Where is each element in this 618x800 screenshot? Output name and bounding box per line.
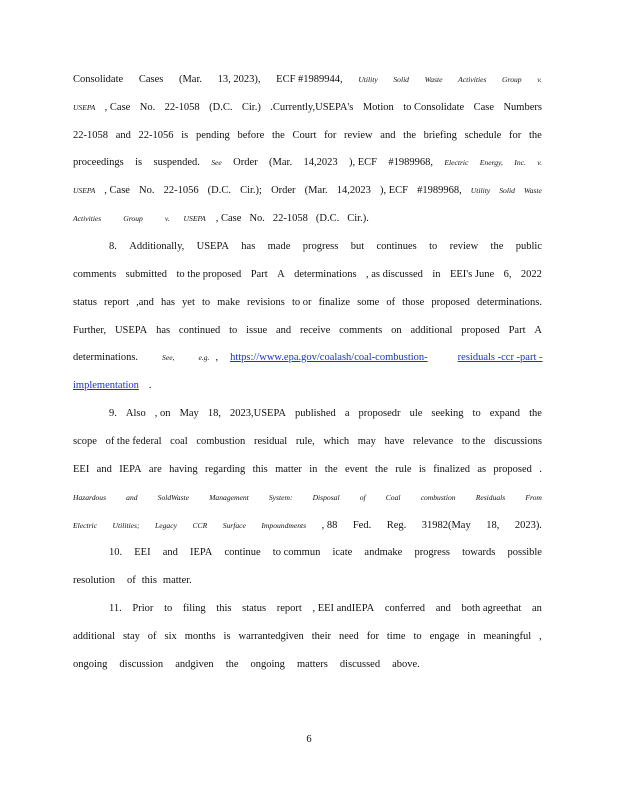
rule-title-word: SoldWaste bbox=[157, 493, 190, 502]
p11-line-2 bbox=[73, 630, 542, 643]
word: ongoing bbox=[250, 659, 285, 670]
word: Part bbox=[250, 269, 268, 280]
word: proposed bbox=[461, 325, 500, 336]
word: and bbox=[96, 464, 112, 475]
word: Fed. bbox=[352, 520, 372, 531]
word: finalized bbox=[433, 464, 470, 475]
word: is bbox=[223, 631, 231, 642]
word: is bbox=[181, 130, 189, 141]
word: (Mar. bbox=[304, 185, 328, 196]
word: Cir.); bbox=[240, 185, 262, 196]
word: the bbox=[271, 130, 285, 141]
p8-line-6 bbox=[73, 379, 542, 392]
p9-line-5 bbox=[73, 519, 542, 532]
word: , Case bbox=[104, 185, 130, 196]
word: , bbox=[215, 352, 219, 363]
word: published bbox=[294, 408, 336, 419]
rule-title-word: combustion bbox=[420, 493, 456, 502]
word: issue bbox=[246, 325, 268, 336]
word: 13, 2023), bbox=[217, 74, 261, 85]
word: to Consolidate bbox=[403, 102, 465, 113]
case-name-word: Solid bbox=[499, 186, 515, 195]
word: progress bbox=[414, 547, 451, 558]
word: warrantedgiven bbox=[238, 631, 304, 642]
word: time bbox=[386, 631, 406, 642]
case-name-word: USEPA bbox=[73, 103, 96, 112]
word: rule bbox=[395, 464, 412, 475]
p7-line-5 bbox=[73, 184, 542, 197]
word: 22-1058 bbox=[164, 102, 200, 113]
word: 22-1056 bbox=[138, 130, 174, 141]
word: (D.C. bbox=[315, 213, 340, 224]
word: (D.C. bbox=[209, 102, 233, 113]
word: 2023). bbox=[514, 520, 542, 531]
word: EEI bbox=[73, 464, 90, 475]
word: briefing bbox=[423, 130, 457, 141]
case-name-word: v. bbox=[537, 158, 542, 167]
word: the bbox=[225, 659, 239, 670]
word: months bbox=[184, 631, 216, 642]
word: stay bbox=[122, 631, 140, 642]
word: of bbox=[147, 631, 157, 642]
rule-title-word: Coal bbox=[385, 493, 401, 502]
word: , EEI andIEPA bbox=[312, 603, 375, 614]
p8-line-5 bbox=[73, 351, 542, 364]
word: is bbox=[418, 464, 426, 475]
word: report bbox=[103, 297, 130, 308]
word: matter bbox=[275, 464, 302, 475]
word: #1989968, bbox=[417, 185, 462, 196]
word: #1989968, bbox=[388, 157, 433, 168]
word: have bbox=[384, 436, 405, 447]
word: for bbox=[366, 631, 379, 642]
word: combustion bbox=[196, 436, 246, 447]
word: the bbox=[403, 130, 416, 141]
word: No. bbox=[249, 213, 265, 224]
word: the bbox=[529, 408, 542, 419]
case-name-word: USEPA bbox=[183, 214, 206, 223]
word: proceedings bbox=[73, 157, 124, 168]
word: is bbox=[135, 157, 143, 168]
word: 6, bbox=[503, 269, 512, 280]
epa-ccr-link-cont[interactable]: residuals -ccr -part - bbox=[457, 352, 543, 363]
word: in bbox=[467, 631, 476, 642]
word: of bbox=[127, 575, 136, 586]
word: Also bbox=[125, 408, 146, 419]
paragraph-number: 9. bbox=[109, 408, 117, 419]
word: 2023,USEPA bbox=[230, 408, 286, 419]
word: ,and bbox=[136, 297, 154, 308]
word: No. bbox=[139, 185, 155, 196]
epa-ccr-link[interactable]: https://www.epa.gov/coalash/coal-combustion- bbox=[230, 352, 428, 363]
word: some bbox=[357, 297, 380, 308]
word: continued bbox=[178, 325, 221, 336]
p9-line-1 bbox=[109, 407, 542, 420]
word: receive bbox=[299, 325, 331, 336]
rule-title-word: Residuals bbox=[475, 493, 506, 502]
word: andgiven bbox=[175, 659, 214, 670]
case-name-word: Activities bbox=[458, 75, 487, 84]
word: having bbox=[169, 464, 198, 475]
word: A bbox=[277, 269, 285, 280]
word: seeking bbox=[431, 408, 464, 419]
case-name-word: Activities bbox=[73, 214, 102, 223]
word: proposed bbox=[493, 464, 532, 475]
word: proposedr bbox=[358, 408, 401, 419]
word: additional bbox=[410, 325, 453, 336]
signal-word: e.g. bbox=[198, 353, 210, 362]
word: Consolidate bbox=[73, 74, 124, 85]
word: 18, bbox=[207, 408, 221, 419]
paragraph-number: 11. bbox=[109, 603, 122, 614]
word: to bbox=[164, 603, 173, 614]
word: EEI's June bbox=[449, 269, 495, 280]
rule-title-word: Disposal bbox=[312, 493, 340, 502]
word: residual bbox=[253, 436, 288, 447]
word: continue bbox=[224, 547, 261, 558]
p8-line-1 bbox=[109, 240, 542, 253]
word: suspended. bbox=[153, 157, 200, 168]
word: comments bbox=[339, 325, 383, 336]
rule-title-word: Impoundments bbox=[261, 521, 307, 530]
p8-line-2 bbox=[73, 268, 542, 281]
word: finalize bbox=[318, 297, 351, 308]
word: 22-1058 bbox=[73, 130, 108, 141]
epa-ccr-link-end[interactable]: implementation bbox=[73, 380, 139, 391]
word: public bbox=[515, 241, 542, 252]
p10-line-2 bbox=[73, 574, 542, 587]
word: for bbox=[324, 130, 337, 141]
word: review bbox=[449, 241, 479, 252]
word: . bbox=[148, 380, 152, 391]
word: in bbox=[432, 269, 441, 280]
word: Prior bbox=[132, 603, 154, 614]
word: determinations bbox=[294, 269, 357, 280]
word: 14,2023 bbox=[336, 185, 371, 196]
word: , as discussed bbox=[365, 269, 423, 280]
word: USEPA bbox=[114, 325, 148, 336]
word: Further, bbox=[73, 325, 107, 336]
case-name-word: v. bbox=[537, 75, 542, 84]
word: ule bbox=[409, 408, 423, 419]
rule-title-word: System: bbox=[268, 493, 293, 502]
case-name-word: Utility bbox=[358, 75, 378, 84]
p8-line-4 bbox=[73, 324, 542, 337]
word: . bbox=[539, 464, 542, 475]
rule-title-word: From bbox=[525, 493, 542, 502]
word: USEPA bbox=[196, 241, 229, 252]
word: , Case bbox=[104, 102, 131, 113]
p10-line-1 bbox=[109, 546, 542, 559]
paragraph-number: 10. bbox=[109, 547, 123, 558]
word: 14,2023 bbox=[303, 157, 338, 168]
case-name-word: Inc. bbox=[514, 158, 526, 167]
word: resolution bbox=[73, 575, 115, 586]
rule-title-word: and bbox=[126, 493, 138, 502]
word: above. bbox=[392, 659, 420, 670]
word: to the bbox=[461, 436, 486, 447]
word: conferred bbox=[384, 603, 426, 614]
word: EEI bbox=[134, 547, 151, 558]
word: Court bbox=[292, 130, 317, 141]
p9-line-3 bbox=[73, 463, 542, 476]
word: Numbers bbox=[503, 102, 542, 113]
word: IEPA bbox=[119, 464, 142, 475]
word: expand bbox=[489, 408, 521, 419]
word: and bbox=[162, 547, 178, 558]
word: are bbox=[148, 464, 162, 475]
word: schedule bbox=[464, 130, 502, 141]
word: to or bbox=[291, 297, 312, 308]
word: Cases bbox=[138, 74, 164, 85]
case-name-word: Electric bbox=[444, 158, 469, 167]
word: review bbox=[344, 130, 373, 141]
word: to bbox=[413, 631, 422, 642]
word: 2022 bbox=[520, 269, 542, 280]
word: meaningful bbox=[483, 631, 532, 642]
word: No. bbox=[139, 102, 156, 113]
word: Motion bbox=[362, 102, 394, 113]
word: Part bbox=[508, 325, 526, 336]
word: ongoing bbox=[73, 659, 108, 670]
word: this bbox=[141, 575, 157, 586]
word: comments bbox=[73, 269, 117, 280]
word: .Currently,USEPA's bbox=[270, 102, 354, 113]
word: to bbox=[229, 325, 238, 336]
word: this bbox=[216, 603, 232, 614]
word: and bbox=[435, 603, 451, 614]
word: as bbox=[477, 464, 487, 475]
rule-title-word: Electric bbox=[73, 521, 98, 530]
word: an bbox=[531, 603, 542, 614]
word: but bbox=[350, 241, 365, 252]
p7-line-6 bbox=[73, 212, 542, 225]
word: and bbox=[115, 130, 131, 141]
word: coal bbox=[170, 436, 188, 447]
word: possible bbox=[507, 547, 542, 558]
case-name-word: Solid bbox=[393, 75, 409, 84]
word: report bbox=[276, 603, 302, 614]
word: regarding bbox=[205, 464, 246, 475]
word: 18, bbox=[486, 520, 500, 531]
rule-title-word: of bbox=[359, 493, 366, 502]
word: event bbox=[344, 464, 368, 475]
word: towards bbox=[462, 547, 496, 558]
word: (D.C. bbox=[207, 185, 232, 196]
word: make bbox=[217, 297, 240, 308]
rule-title-word: Hazardous bbox=[73, 493, 107, 502]
case-name-word: Waste bbox=[424, 75, 443, 84]
word: of bbox=[386, 297, 396, 308]
case-name-word: USEPA bbox=[73, 186, 96, 195]
word: engage bbox=[429, 631, 460, 642]
word: determinations. bbox=[476, 297, 542, 308]
word: before bbox=[237, 130, 265, 141]
word: to bbox=[429, 241, 438, 252]
word: to the proposed bbox=[176, 269, 242, 280]
word: to bbox=[201, 297, 211, 308]
word: has bbox=[241, 241, 256, 252]
word: for bbox=[509, 130, 522, 141]
word: ECF #1989944, bbox=[276, 74, 343, 85]
word: matters bbox=[296, 659, 328, 670]
word: icate bbox=[332, 547, 353, 558]
word: Reg. bbox=[386, 520, 407, 531]
word: 22-1056 bbox=[163, 185, 199, 196]
case-name-word: Group bbox=[502, 75, 522, 84]
p11-line-1 bbox=[109, 602, 542, 615]
word: to bbox=[472, 408, 481, 419]
word: discussed bbox=[339, 659, 381, 670]
p9-line-2 bbox=[73, 435, 542, 448]
rule-title-word: Surface bbox=[222, 521, 246, 530]
rule-title-word: Management bbox=[209, 493, 249, 502]
word: proposed bbox=[431, 297, 470, 308]
word: has bbox=[156, 325, 171, 336]
word: filing bbox=[182, 603, 206, 614]
case-name-word: Waste bbox=[523, 186, 542, 195]
word: continues bbox=[376, 241, 417, 252]
word: yet bbox=[182, 297, 195, 308]
word: in bbox=[309, 464, 318, 475]
case-name-word: v. bbox=[164, 214, 170, 223]
p7-line-2 bbox=[73, 101, 542, 114]
word: determinations. bbox=[73, 352, 139, 363]
case-name-word: Energy, bbox=[479, 158, 503, 167]
rule-title-word: CCR bbox=[192, 521, 208, 530]
word: additional bbox=[73, 631, 115, 642]
word: six bbox=[164, 631, 177, 642]
word: (Mar. bbox=[269, 157, 293, 168]
word: the bbox=[375, 464, 388, 475]
word: and bbox=[380, 130, 396, 141]
word: A bbox=[534, 325, 542, 336]
word: Order bbox=[271, 185, 296, 196]
signal-word: See bbox=[211, 158, 222, 167]
word: the bbox=[324, 464, 338, 475]
p7-line-3 bbox=[73, 129, 542, 142]
word: on bbox=[391, 325, 402, 336]
word: has bbox=[160, 297, 175, 308]
p7-line-1 bbox=[73, 73, 542, 86]
word: and bbox=[275, 325, 292, 336]
word: IEPA bbox=[190, 547, 213, 558]
word: the bbox=[528, 130, 542, 141]
word: , on bbox=[154, 408, 171, 419]
word: status bbox=[242, 603, 267, 614]
rule-title-word: Utilities; bbox=[112, 521, 140, 530]
p8-line-3 bbox=[73, 296, 542, 309]
word: Cir.). bbox=[347, 213, 369, 224]
case-name-word: Group bbox=[123, 214, 143, 223]
case-name-word: Utility bbox=[470, 186, 491, 195]
word: rule, bbox=[295, 436, 315, 447]
word: ), ECF bbox=[379, 185, 408, 196]
word: , 88 bbox=[321, 520, 338, 531]
word: , bbox=[539, 631, 542, 642]
word: this bbox=[252, 464, 268, 475]
paragraph-number: 8. bbox=[109, 241, 117, 252]
word: May bbox=[179, 408, 199, 419]
word: , Case bbox=[215, 213, 242, 224]
word: pending bbox=[195, 130, 230, 141]
word: Additionally, bbox=[129, 241, 185, 252]
p7-line-4 bbox=[73, 156, 542, 169]
word: status bbox=[73, 297, 97, 308]
signal-word: See, bbox=[162, 353, 175, 362]
word: their bbox=[311, 631, 331, 642]
word: revisions bbox=[246, 297, 285, 308]
word: andmake bbox=[364, 547, 403, 558]
word: of the federal bbox=[105, 436, 162, 447]
word: scope bbox=[73, 436, 97, 447]
word: submitted bbox=[125, 269, 168, 280]
word: need bbox=[338, 631, 359, 642]
word: discussions bbox=[494, 436, 542, 447]
word: Case bbox=[473, 102, 495, 113]
word: the bbox=[490, 241, 504, 252]
word: both agreethat bbox=[461, 603, 522, 614]
p11-line-3 bbox=[73, 658, 542, 671]
word: matter. bbox=[162, 575, 192, 586]
word: progress bbox=[302, 241, 339, 252]
word: relevance bbox=[412, 436, 454, 447]
word: made bbox=[267, 241, 291, 252]
word: discussion bbox=[119, 659, 164, 670]
page-number: 6 bbox=[306, 734, 312, 745]
word: those bbox=[402, 297, 425, 308]
word: ), ECF bbox=[348, 157, 377, 168]
word: Cir.) bbox=[241, 102, 261, 113]
word: (Mar. bbox=[178, 74, 202, 85]
p9-line-4 bbox=[73, 491, 542, 504]
word: 22-1058 bbox=[272, 213, 308, 224]
word: 31982(May bbox=[421, 520, 471, 531]
word: to commun bbox=[272, 547, 321, 558]
word: a bbox=[344, 408, 350, 419]
word: which bbox=[323, 436, 350, 447]
rule-title-word: Legacy bbox=[155, 521, 177, 530]
word: may bbox=[357, 436, 376, 447]
word: Order bbox=[233, 157, 258, 168]
